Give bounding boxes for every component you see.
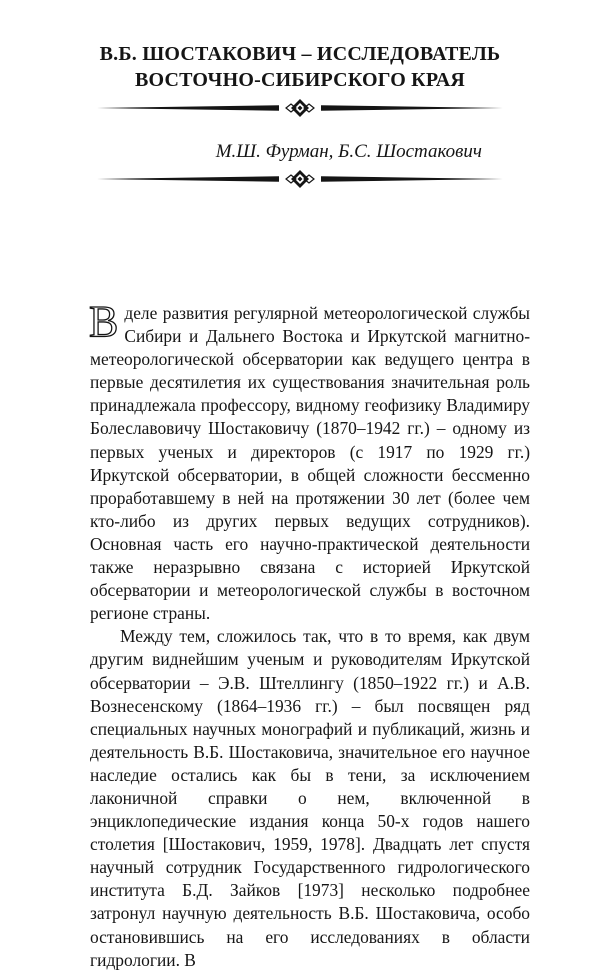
paragraph-1 — [89, 297, 530, 625]
article-title-line-2: ВОСТОЧНО-СИБИРСКОГО КРАЯ — [134, 69, 466, 91]
authors-ornament-divider — [0, 167, 600, 191]
paragraph-2: Между тем, сложилось так, что в то время, как двум другим виднейшим ученым и руководителям Иркутской обсерватории – Э.В. Штеллингу (1850–1922 гг.) и А.В. Вознесенскому (1864–1936 гг.) – был посвящен ряд специальных научных монографий и публикаций, жизнь и деятельность В.Б. Шостаковича, значительное его научное наследие остались как бы в тени, за исключением лаконичной справки о нем, включенной в энциклопедические издания конца 50-х годов нашего столетия [Шостакович, 1959, 1978]. Двадцать лет спустя научный сотрудник Государственного гидрологического института Б.Д. Зайков [1973] несколько подробнее затронул научную деятельность В.Б. Шостаковича, особо остановившись на его исследованиях в области гидрологии. В — [90, 626, 530, 970]
article-body — [89, 297, 530, 972]
article-authors: М.Ш. Фурман, Б.С. Шостакович — [215, 141, 482, 162]
paragraph-1-text: деле развития регулярной метеорологической службы Сибири и Дальнего Востока и Иркутской магнитно-метеорологической обсерватории как ведущего центра в первые десятилетия их существования значительная роль принадлежала профессору, видному геофизику Владимиру Болеславовичу Шостаковичу (1870–1942 гг.) – одному из первых ученых и директоров (с 1917 по 1929 гг.) Иркутской обсерватории, в общей сложности бессменно проработавшему в ней на протяжении 30 лет (более чем кто-либо из других первых ведущих сотрудников). Основная часть его научно-практической деятельности также неразрывно связана с историей Иркутской обсерватории и метеорологической службы в восточном регионе страны. — [90, 303, 530, 624]
title-ornament-divider — [0, 96, 600, 120]
article-title-line-1: В.Б. ШОСТАКОВИЧ – ИССЛЕДОВАТЕЛЬ — [99, 43, 501, 65]
drop-cap-letter: В — [89, 297, 119, 346]
